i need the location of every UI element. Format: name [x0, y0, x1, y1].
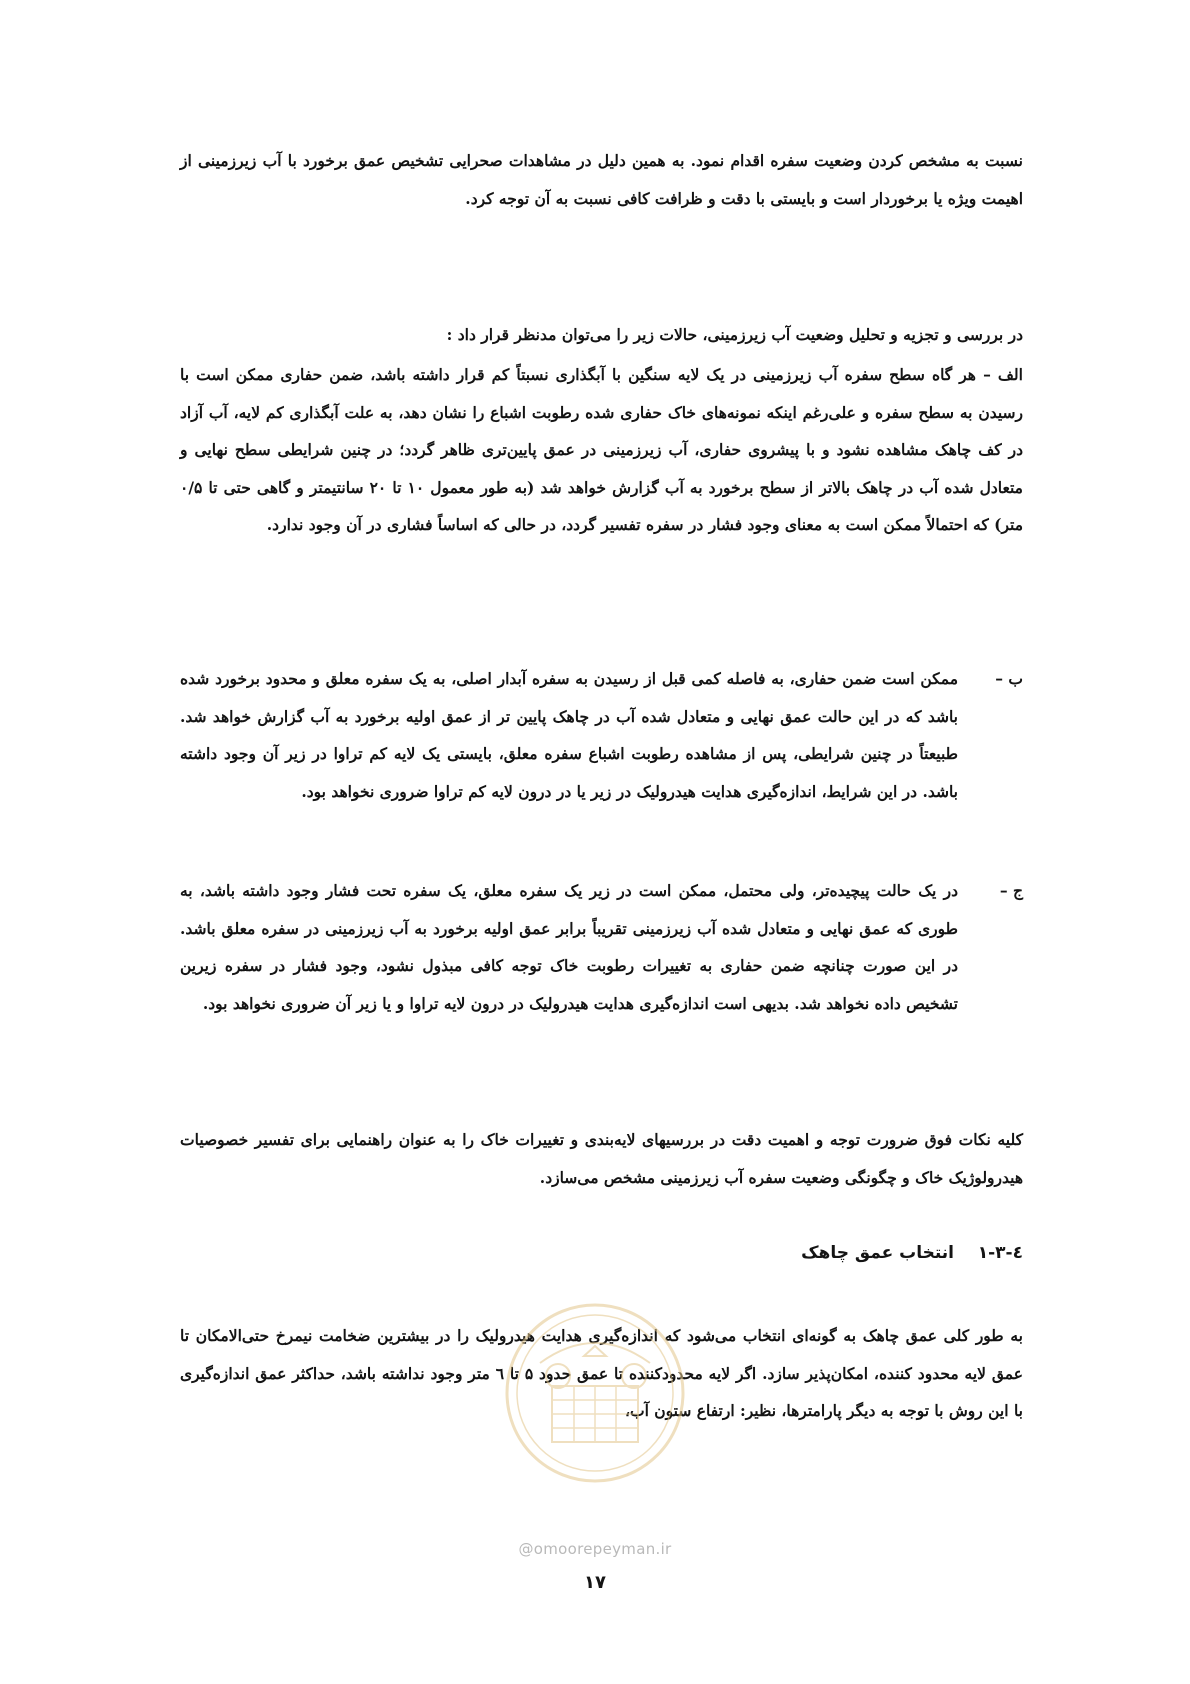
item-label: ج – [999, 881, 1023, 900]
item-text: در یک حالت پیچیده‌تر، ولی محتمل، ممکن است در زیر یک سفره معلق، یک سفره تحت فشار وجود داشته باشد، به طوری که عمق نهایی و متعادل شده آب زیرزمینی تقریباً برابر عمق اولیه برخورد به آب زیرزمینی در سفره معلق باشد. در این صورت چنانچه ضمن حفاری به تغییرات رطوبت خاک توجه کافی مبذول نشود، وجود فشار در سفره زیرین تشخیص داده نخواهد شد. بدیهی است اندازه‌گیری هدایت هیدرولیک در درون لایه تراوا و یا زیر آن ضروری نخواهد بود. [180, 881, 958, 1013]
section-heading [180, 1243, 1023, 1263]
section-number: ٤-٣-١ [977, 1243, 1023, 1263]
intro-paragraph: نسبت به مشخص کردن وضعیت سفره اقدام نمود. به همین دلیل در مشاهدات صحرایی تشخیص عمق برخورد با آب زیرزمینی از اهیمت ویژه یا برخوردار است و بایستی با دقت و ظرافت کافی نسبت به آن توجه کرد. [180, 151, 1023, 208]
watermark-logo [500, 1268, 690, 1518]
conclusion-paragraph: کلیه نکات فوق ضرورت توجه و اهمیت دقت در بررسیهای لایه‌بندی و تغییرات خاک را به عنوان راهنمایی برای تفسیر خصوصیات هیدرولوژیک خاک و چگونگی وضعیت سفره آب زیرزمینی مشخص می‌سازد. [180, 1130, 1023, 1187]
item-label: ب – [995, 669, 1023, 688]
watermark-site: @omoorepeyman.ir [518, 1540, 672, 1558]
lead-paragraph: در بررسی و تجزیه و تحلیل وضعیت آب زیرزمینی، حالات زیر را می‌توان مدنظر قرار داد : [446, 325, 1023, 344]
list-item [180, 356, 1023, 544]
item-label: الف – [983, 365, 1023, 384]
list-item [180, 660, 1023, 810]
list-item [180, 872, 1023, 1022]
page-number: ۱۷ [584, 1572, 606, 1593]
item-text: هر گاه سطح سفره آب زیرزمینی در یک لایه سنگین با آبگذاری نسبتاً کم قرار داشته باشد، ضمن حفاری ممکن است با رسیدن به سطح سفره و علی‌رغم اینکه نمونه‌های خاک حفاری شده رطوبت اشباع را نشان دهد، به علت آبگذاری کم لایه، آب آزاد در کف چاهک مشاهده نشود و با پیشروی حفاری، آب زیرزمینی در عمق پایین‌تری ظاهر گردد؛ در چنین شرایطی سطح نهایی و متعادل شده آب در چاهک بالاتر از سطح برخورد به آب گزارش خواهد شد (به طور معمول ۱۰ تا ۲۰ سانتیمتر و گاهی حتی تا ۰/۵ متر) که احتمالاً ممکن است به معنای وجود فشار در سفره تفسیر گردد، در حالی که اساساً فشاری در آن وجود ندارد. [180, 365, 1023, 534]
section-body-paragraph: به طور کلی عمق چاهک به گونه‌ای انتخاب می‌شود که اندازه‌گیری هدایت هیدرولیک را در بیشترین ضخامت نیمرخ حتی‌الامکان تا عمق لایه محدود کننده، امکان‌پذیر سازد. اگر لایه محدودکننده تا عمق حدود ۵ تا ٦ متر وجود نداشته باشد، حداکثر عمق اندازه‌گیری با این روش با توجه به دیگر پارامترها، نظیر: ارتفاع ستون آب، [180, 1326, 1023, 1420]
section-title: انتخاب عمق چاهک [801, 1243, 955, 1263]
item-text: ممکن است ضمن حفاری، به فاصله کمی قبل از رسیدن به سفره آبدار اصلی، به یک سفره معلق و محدود برخورد شده باشد که در این حالت عمق نهایی و متعادل شده آب در چاهک پایین تر از عمق اولیه برخورد به آب گزارش خواهد شد. طبیعتاً در چنین شرایطی، پس از مشاهده رطوبت اشباع سفره معلق، بایستی یک لایه کم تراوا در زیر آن وجود داشته باشد. در این شرایط، اندازه‌گیری هدایت هیدرولیک در زیر یا در درون لایه کم تراوا ضروری نخواهد بود. [180, 669, 958, 801]
